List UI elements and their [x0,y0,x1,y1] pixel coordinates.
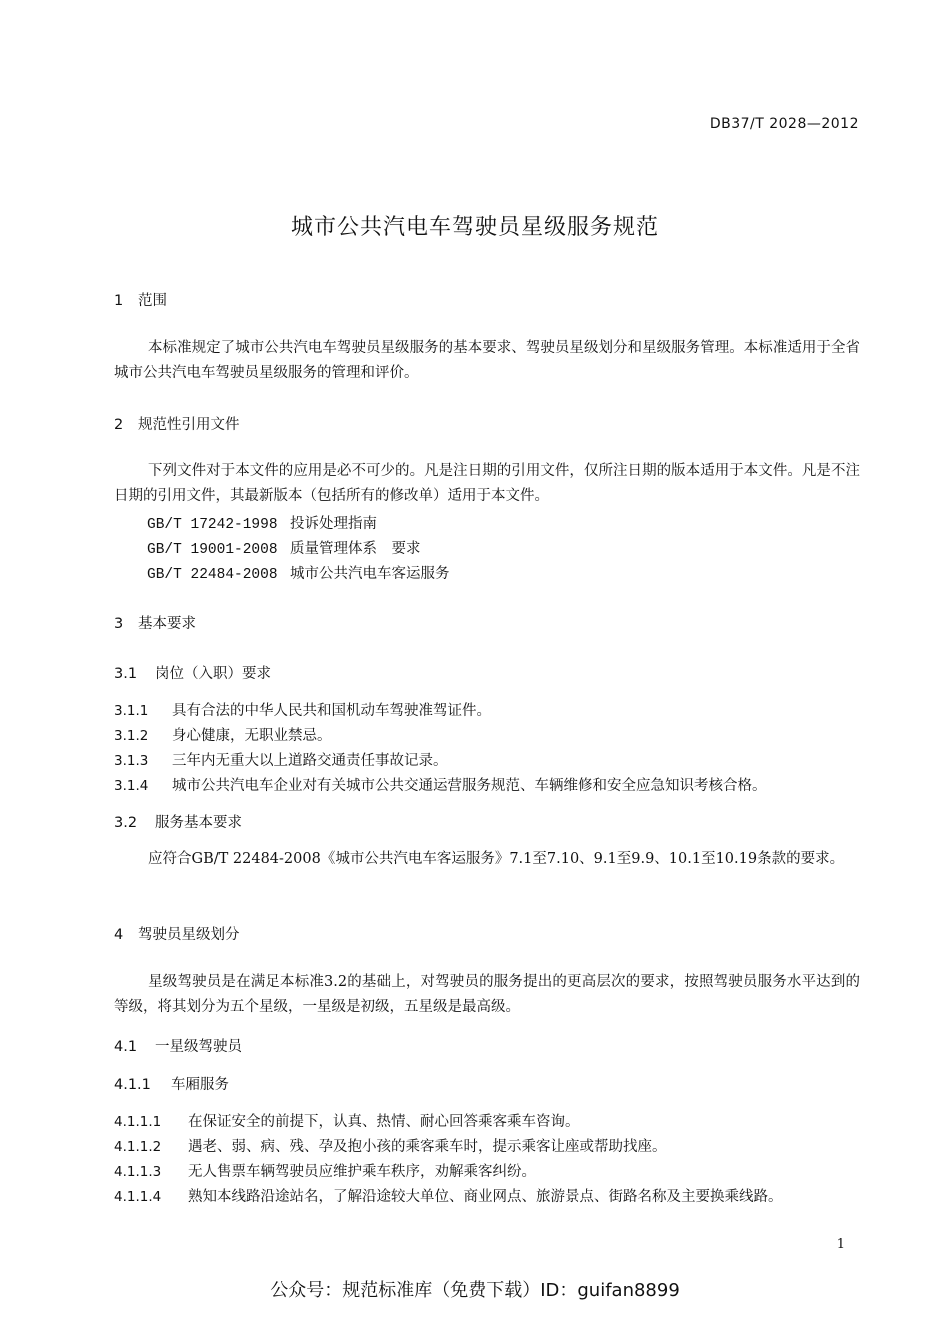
reference-item [147,562,450,583]
subsection-4-1-heading [114,1035,242,1056]
clause-text: 城市公共汽电车企业对有关城市公共交通运营服务规范、车辆维修和安全应急知识考核合格。 [172,778,767,794]
clause-item [114,699,491,720]
reference-code: GB/T 17242-1998 [147,517,278,533]
clause-item [114,774,767,795]
clause-text: 熟知本线路沿途站名，了解沿途较大单位、商业网点、旅游景点、街路名称及主要换乘线路。 [188,1189,783,1205]
clause-number: 4.1.1.2 [114,1139,162,1155]
clause-item [114,1160,536,1181]
section-number: 4 [114,927,124,943]
paragraph-text: 应符合GB/T 22484-2008《城市公共汽电车客运服务》7.1至7.10、9.1至9.9、10.1至10.19条款的要求。 [148,851,845,867]
document-number: DB37/T 2028—2012 [709,116,859,132]
section-title: 规范性引用文件 [138,417,240,433]
subsection-4-1-1-heading [114,1073,229,1094]
section-2-paragraph [114,459,860,509]
clause-number: 4.1.1.4 [114,1189,162,1205]
paragraph-text: 星级驾驶员是在满足本标准3.2的基础上，对驾驶员的服务提出的更高层次的要求，按照驾驶员服务水平达到的等级，将其划分为五个星级，一星级是初级，五星级是最高级。 [114,974,860,1015]
subsection-title: 车厢服务 [171,1077,229,1093]
clause-number: 3.1.1 [114,703,149,719]
clause-number: 4.1.1.1 [114,1114,162,1130]
reference-name: 投诉处理指南 [290,516,377,532]
clause-text: 无人售票车辆驾驶员应维护乘车秩序，劝解乘客纠纷。 [188,1164,536,1180]
clause-item [114,1110,580,1131]
section-1-paragraph [114,336,860,386]
page-number: 1 [836,1237,845,1252]
subsection-title: 一星级驾驶员 [155,1039,242,1055]
subsection-number: 3.2 [114,815,138,831]
subsection-3-2-heading [114,811,242,832]
clause-number: 4.1.1.3 [114,1164,162,1180]
clause-text: 具有合法的中华人民共和国机动车驾驶准驾证件。 [172,703,491,719]
clause-text: 遇老、弱、病、残、孕及抱小孩的乘客乘车时，提示乘客让座或帮助找座。 [188,1139,667,1155]
reference-item [147,512,377,533]
clause-number: 3.1.3 [114,753,149,769]
section-3-heading [114,612,196,633]
subsection-number: 4.1 [114,1039,138,1055]
clause-number: 3.1.2 [114,728,149,744]
reference-name: 质量管理体系 要求 [290,541,421,557]
subsection-3-1-heading [114,662,271,683]
section-4-paragraph [114,970,860,1020]
document-title: 城市公共汽电车驾驶员星级服务规范 [290,215,659,240]
clause-item [114,1135,667,1156]
reference-code: GB/T 22484-2008 [147,567,278,583]
section-1-heading [114,289,167,310]
subsection-3-2-paragraph [114,847,860,872]
section-number: 3 [114,616,124,632]
reference-name: 城市公共汽电车客运服务 [290,566,450,582]
reference-item [147,537,421,558]
section-number: 1 [114,293,124,309]
footer-watermark: 公众号：规范标准库（免费下载）ID：guifan8899 [270,1280,680,1301]
section-2-heading [114,413,240,434]
section-title: 范围 [138,293,167,309]
subsection-number: 3.1 [114,666,138,682]
subsection-number: 4.1.1 [114,1077,151,1093]
section-4-heading [114,923,240,944]
reference-code: GB/T 19001-2008 [147,542,278,558]
clause-number: 3.1.4 [114,778,149,794]
clause-item [114,724,332,745]
subsection-title: 服务基本要求 [155,815,242,831]
subsection-title: 岗位（入职）要求 [155,666,271,682]
clause-item [114,1185,783,1206]
paragraph-text: 下列文件对于本文件的应用是必不可少的。凡是注日期的引用文件，仅所注日期的版本适用于本文件。凡是不注日期的引用文件，其最新版本（包括所有的修改单）适用于本文件。 [114,463,860,504]
clause-item [114,749,448,770]
paragraph-text: 本标准规定了城市公共汽电车驾驶员星级服务的基本要求、驾驶员星级划分和星级服务管理。本标准适用于全省城市公共汽电车驾驶员星级服务的管理和评价。 [114,340,860,381]
section-title: 驾驶员星级划分 [138,927,240,943]
clause-text: 身心健康，无职业禁忌。 [172,728,332,744]
clause-text: 三年内无重大以上道路交通责任事故记录。 [172,753,448,769]
section-number: 2 [114,417,124,433]
section-title: 基本要求 [138,616,196,632]
clause-text: 在保证安全的前提下，认真、热情、耐心回答乘客乘车咨询。 [188,1114,580,1130]
